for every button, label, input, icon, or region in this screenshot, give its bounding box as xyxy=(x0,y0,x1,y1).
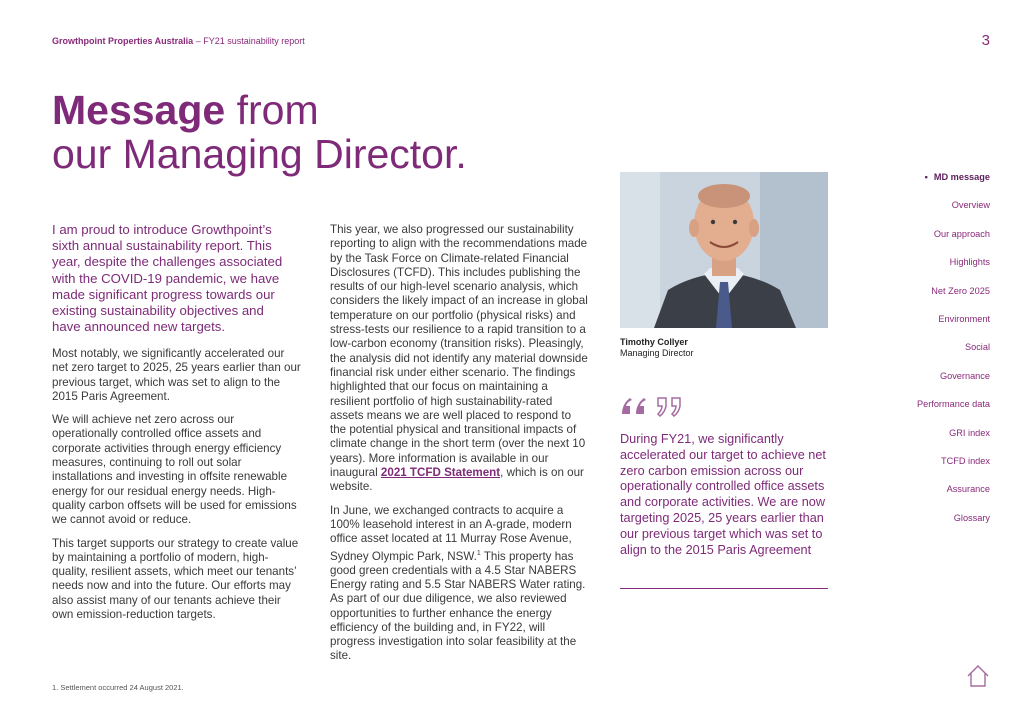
page-title xyxy=(52,88,467,176)
nav-item-governance[interactable]: Governance xyxy=(939,370,990,381)
title-line2: our Managing Director. xyxy=(52,131,467,177)
nav-item-environment[interactable]: Environment xyxy=(938,313,990,324)
body-column-1 xyxy=(52,347,302,631)
tcfd-text-before: This year, we also progressed our sustainability reporting to align with the recommendations made by the Task Force on Climate-related Financial Disclosures (TCFD). This includes publishing the results of our high-level scenario analysis, which considers the likely impact of an increase in global temperature on our portfolio (physical risks) and stress-tests our resilience to a rapid transition to a low-carbon economy (transition risks). Pleasingly, the analysis did not identify any material downside financial risk under either scenario. The findings highlighted that our focus on maintaining a resilient portfolio of high sustainability-rated assets means we are well placed to respond to the potential physical and transitional impacts of climate change in the short term (over the next 10 years). More information is available in our inaugural xyxy=(330,223,588,480)
paragraph: We will achieve net zero across our operationally controlled office assets and corporate activities through energy efficiency measures, continuing to roll out solar installations and investing in offsite renewable energy for our residual energy needs. High-quality carbon offsets will be used for emissions we cannot avoid or reduce. xyxy=(52,413,297,527)
person-role: Managing Director xyxy=(620,348,694,358)
paragraph-tcfd xyxy=(330,223,588,495)
nav-item-our-approach[interactable]: Our approach xyxy=(933,228,990,239)
title-bold: Message xyxy=(52,87,226,133)
acquisition-text-before: In June, we exchanged contracts to acquire a 100% leasehold interest in an A-grade, modern office asset located at 11 Murray Rose Avenue, Sydney Olympic Park, NSW. xyxy=(330,503,572,563)
nav-item-assurance[interactable]: Assurance xyxy=(946,484,990,495)
nav-item-md-message[interactable]: • MD message xyxy=(880,172,990,200)
nav-item-net-zero-2025[interactable]: Net Zero 2025 xyxy=(931,285,990,296)
intro-paragraph: I am proud to introduce Growthpoint’s sixth annual sustainability report. This year, despite the challenges associated with the COVID-19 pandemic, we have made significant progress towards our existing sustainability objectives and have announced new targets. xyxy=(52,222,283,335)
pull-quote: During FY21, we significantly accelerated our target to achieve net zero carbon emission across our operationally controlled office assets and corporate activities. We are now targeting 2025, 25 years earlier than our previous target which was set to align to the 2015 Paris Agreement xyxy=(620,432,826,557)
home-icon[interactable] xyxy=(966,664,990,688)
tcfd-statement-link[interactable]: 2021 TCFD Statement xyxy=(380,466,501,480)
paragraph: This target supports our strategy to create value by maintaining a portfolio of modern, high-quality, resilient assets, which meet our tenants’ needs now and into the future. Our efforts may also assist many of our tenants achieve their own emission-reduction targets. xyxy=(52,536,299,622)
managing-director-photo xyxy=(620,172,828,328)
side-navigation xyxy=(880,172,990,541)
nav-item-overview[interactable]: Overview xyxy=(951,200,990,211)
paragraph: Most notably, we significantly accelerated our net zero target to 2025, 25 years earlier than our previous target, which was set to align to the 2015 Paris Agreement. xyxy=(52,347,301,403)
tcfd-text-after: , which is on our website. xyxy=(330,466,584,494)
header-company: Growthpoint Properties Australia xyxy=(52,36,194,46)
report-header xyxy=(52,36,305,46)
body-column-2 xyxy=(330,223,588,673)
nav-item-gri-index[interactable]: GRI index xyxy=(949,427,990,438)
footnote-marker: 1 xyxy=(476,549,481,557)
quote-divider xyxy=(620,588,828,589)
nav-item-social[interactable]: Social xyxy=(964,342,990,353)
header-report-name: – FY21 sustainability report xyxy=(193,36,305,46)
nav-item-tcfd-index[interactable]: TCFD index xyxy=(940,455,990,466)
page-number: 3 xyxy=(981,32,990,49)
paragraph-acquisition xyxy=(330,504,588,664)
nav-item-performance-data[interactable]: Performance data xyxy=(916,399,990,410)
nav-item-highlights[interactable]: Highlights xyxy=(949,257,990,268)
portrait-illustration xyxy=(620,172,828,328)
nav-item-glossary[interactable]: Glossary xyxy=(953,512,990,523)
photo-caption xyxy=(620,337,694,359)
quote-marks-icon xyxy=(620,394,690,425)
acquisition-text-after: This property has good green credentials with a 4.5 Star NABERS Energy rating and 5.5 Star NABERS Water rating. As part of our due diligence, we also reviewed opportunities to further enhance the energy efficiency of the building and, in FY22, will progress investigation into solar feasibility at the site. xyxy=(330,549,586,663)
title-line1-rest: from xyxy=(225,87,319,133)
footnote: 1. Settlement occurred 24 August 2021. xyxy=(52,683,184,692)
person-name: Timothy Collyer xyxy=(620,337,688,347)
